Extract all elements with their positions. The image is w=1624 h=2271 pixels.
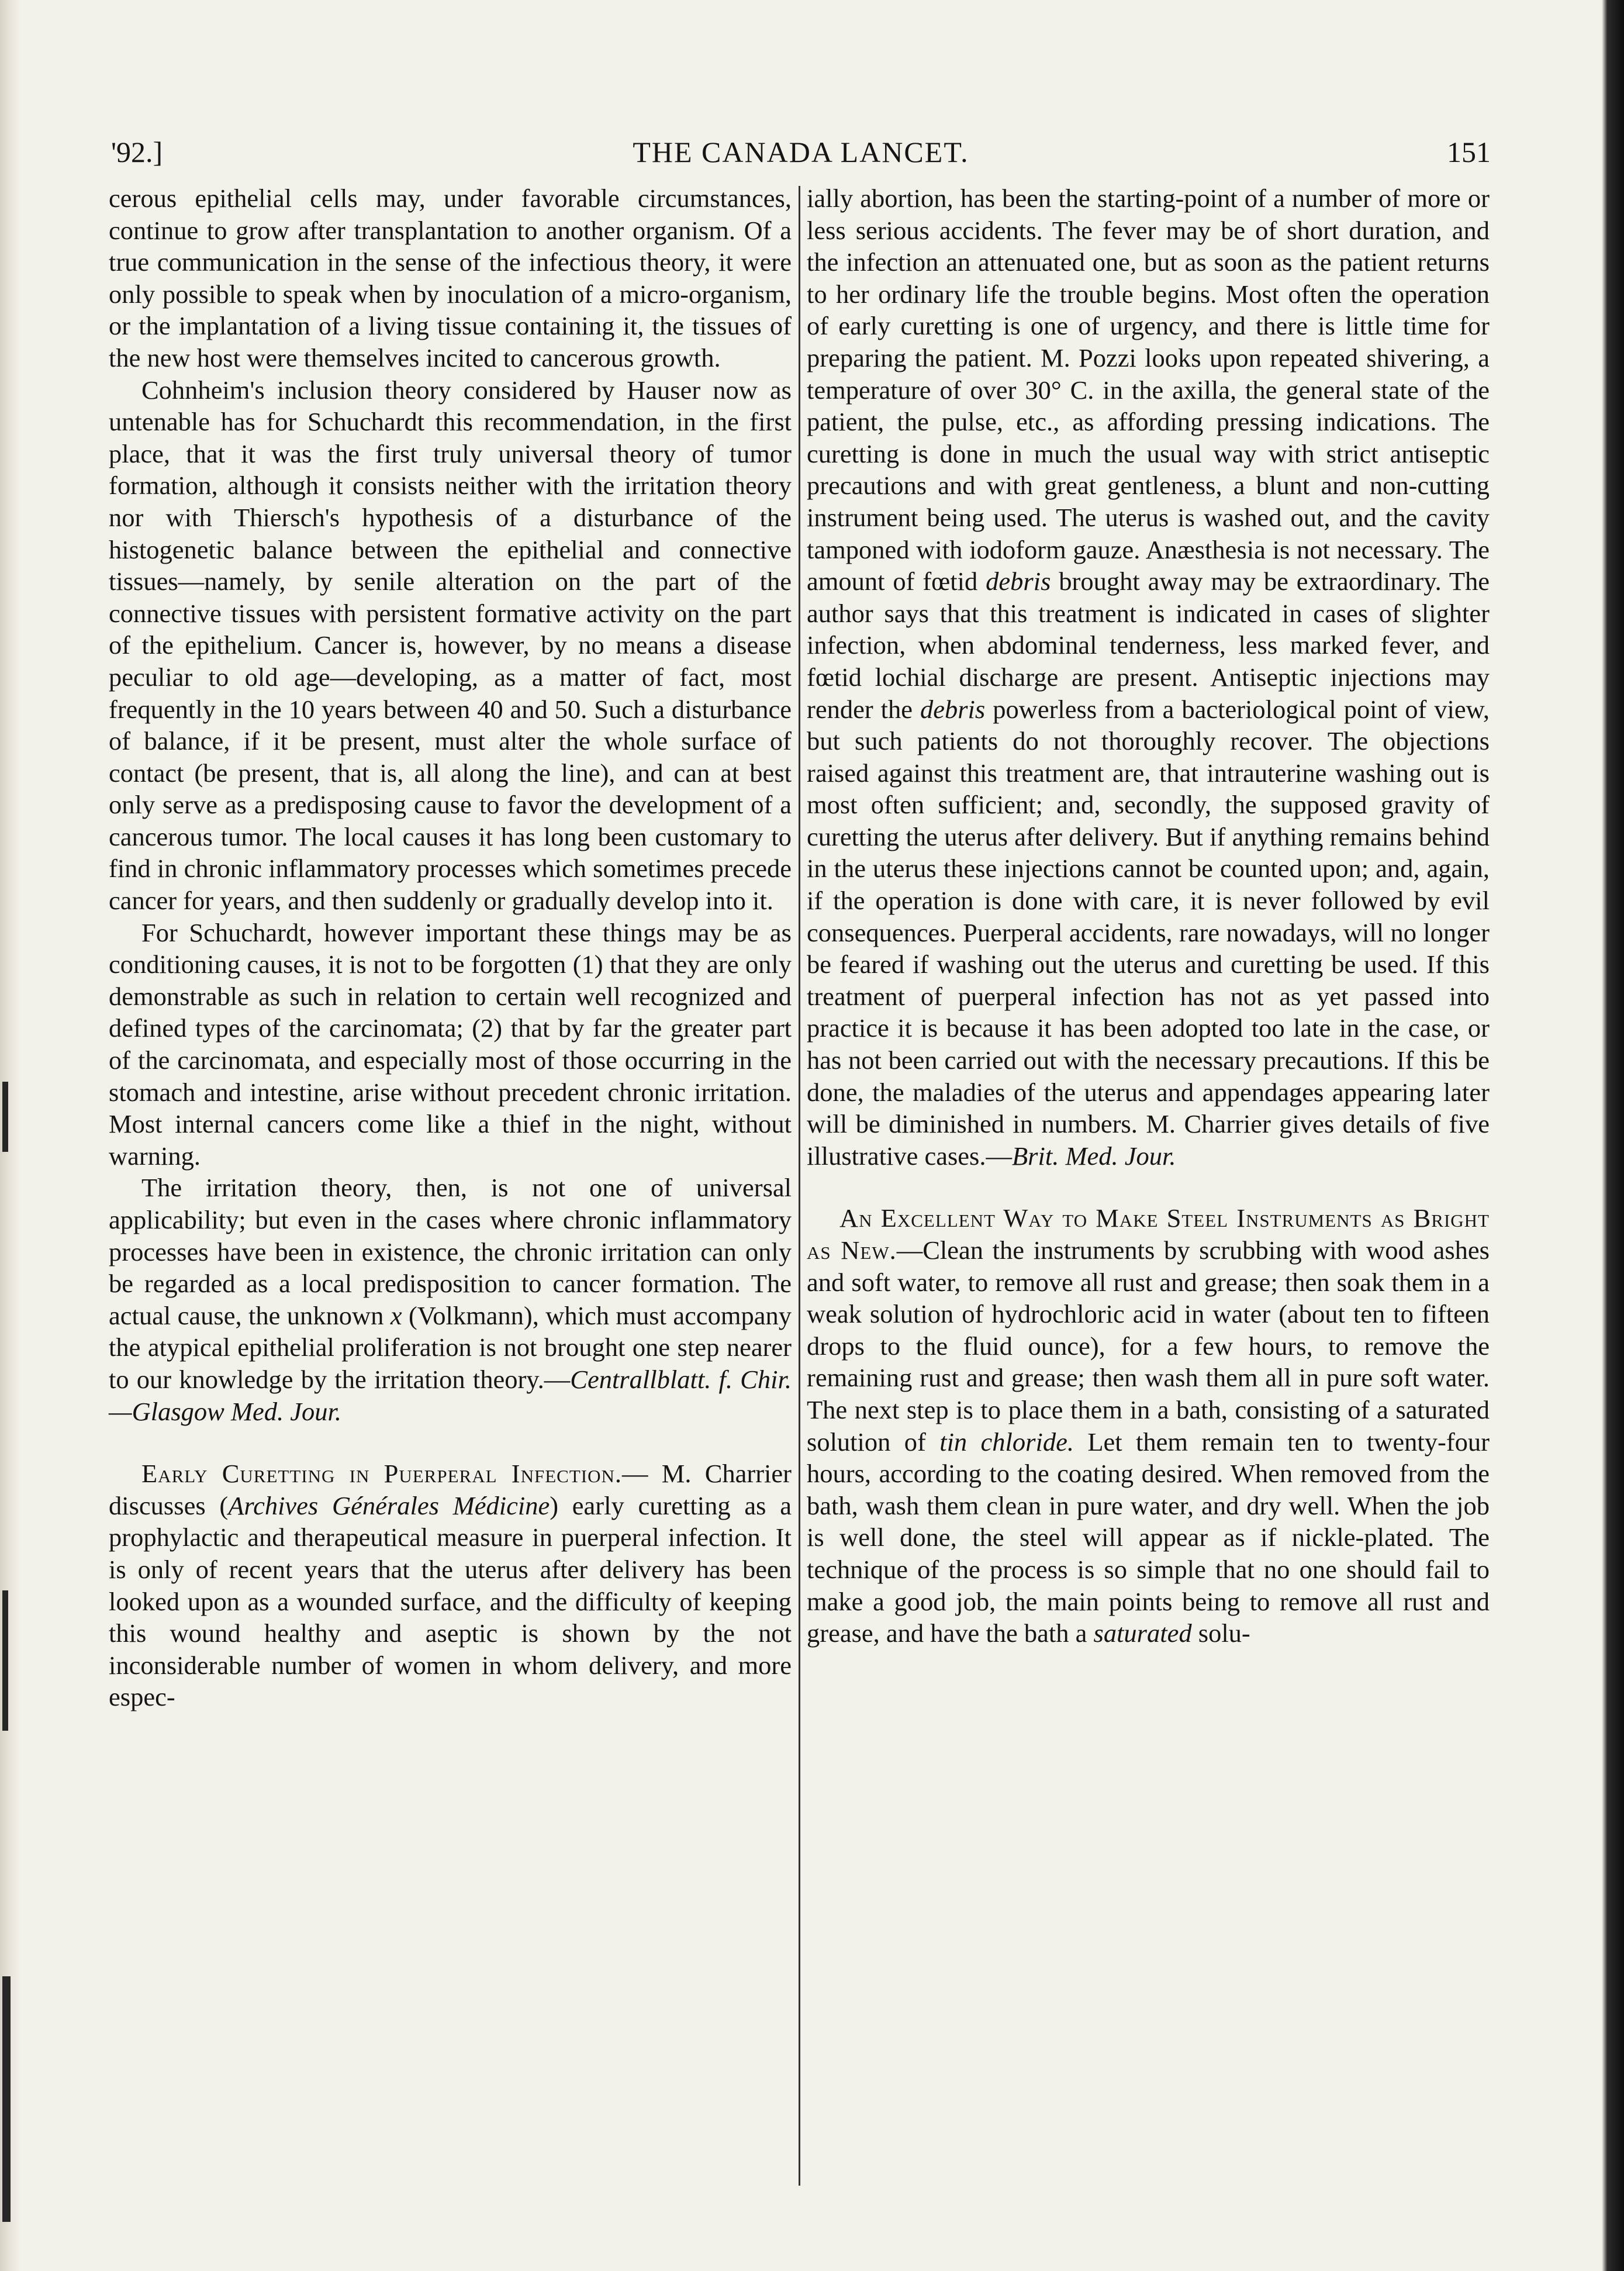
column-divider bbox=[799, 186, 800, 2186]
citation: Centrallblatt. f. Chir.—Glasgow Med. Jour. bbox=[109, 1364, 792, 1426]
italic-term: debris bbox=[920, 694, 986, 724]
italic-term: tin chloride. bbox=[939, 1427, 1074, 1457]
page-number: 151 bbox=[1447, 136, 1491, 168]
paragraph-text: The irritation theory, then, is not one of universal applicability; but even in the cases where chronic inflammatory processes have been in existence, the chronic irritation can only be regarded as a local predisposition to cancer formation. The actual cause, the unknown bbox=[109, 1173, 792, 1330]
paragraph: For Schuchardt, however important these things may be as conditioning causes, it is not to be forgotten (1) that they are only demonstrable as such in relation to certain well recognized and defined types of the carcinomata; (2) that by far the greater part of the carcinomata, and especially most of those occurring in the stomach and intestine, arise without precedent chronic irritation. Most internal cancers come like a thief in the night, without warning. bbox=[109, 917, 792, 1171]
paragraph bbox=[807, 182, 1490, 1172]
paragraph: Cohnheim's inclusion theory considered by Hauser now as untenable has for Schuchardt this recommendation, in the first place, that it was the first truly universal theory of tumor formation, although it consists neither with the irritation theory nor with Thiersch's hypothesis of a disturbance of the histogenetic balance between the epithelial and connective tissues—namely, by senile alteration on the part of the connective tissues with persistent formative activity on the part of the epithelium. Cancer is, however, by no means a disease peculiar to old age—developing, as a matter of fact, most frequently in the 10 years between 40 and 50. Such a disturbance of balance, if it be present, must alter the whole surface of contact (be present, that is, all along the line), and can at best only serve as a predisposing cause to favor the development of a cancerous tumor. The local causes it has long been customary to find in chronic inflammatory processes which sometimes precede cancer for years, and then suddenly or gradually develop into it. bbox=[109, 375, 792, 916]
journal-title: THE CANADA LANCET. bbox=[633, 136, 969, 168]
paragraph-text: Let them remain ten to twenty-four hours, according to the coating desired. When removed from the bath, wash them clean in pure water, and dry well. When the job is well done, the steel will appear as if nickle-plated. The technique of the process is so simple that no one should fail to make a good job, the main points being to remove all rust and grease, and have the bath a bbox=[807, 1427, 1490, 1648]
article-steel-instruments bbox=[807, 1202, 1490, 1649]
italic-term: saturated bbox=[1093, 1618, 1192, 1648]
variable-x: x bbox=[390, 1300, 402, 1330]
citation: Archives Générales Médicine bbox=[228, 1490, 550, 1520]
section-heading: An Excellent Way to Make Steel Instruments as Bright as New. bbox=[807, 1203, 1490, 1265]
paragraph-text: ) early curetting as a prophylactic and therapeutical measure in puerperal infection. It is only of recent years that the uterus after delivery has been looked upon as a wounded surface, and the difficulty of keeping this wound healthy and aseptic is shown by the not inconsiderable number of women in whom delivery, and more espec- bbox=[109, 1490, 792, 1712]
scan-mark bbox=[2, 1082, 8, 1152]
article-early-curetting bbox=[109, 1458, 792, 1713]
paragraph-text: powerless from a bacteriological point of view, but such patients do not thoroughly recover. The objections raised against this treatment are, that intrauterine washing out is most often sufficient; and, secondly, the supposed gravity of curetting the uterus after delivery. But if anything remains behind in the uterus these injections cannot be counted upon; and, again, if the operation is done with care, it is never followed by evil consequences. Puerperal accidents, rare nowadays, will no longer be feared if washing out the uterus and curetting be used. If this treatment of puerperal infection has not as yet passed into practice it is because it has been adopted too late in the case, or has not been carried out with the necessary precautions. If this be done, the maladies of the uterus and appendages appearing later will be diminished in numbers. M. Charrier gives details of five illustrative cases.— bbox=[807, 694, 1490, 1171]
paragraph: cerous epithelial cells may, under favorable circumstances, continue to grow after transplantation to another organism. Of a true communication in the sense of the infectious theory, it were only possible to speak when by inoculation of a micro-organism, or the implantation of a living tissue containing it, the tissues of the new host were themselves incited to cancerous growth. bbox=[109, 184, 792, 372]
italic-term: debris bbox=[986, 567, 1051, 596]
paragraph-text: —Clean the instruments by scrubbing with wood ashes and soft water, to remove all rust and grease; then soak them in a weak solution of hydrochloric acid in water (about ten to fifteen drops to the fluid ounce), for a few hours, to remove the remaining rust and grease; then wash them all in pure soft water. The next step is to place them in a bath, consisting of a saturated solution of bbox=[807, 1235, 1490, 1457]
left-column bbox=[109, 182, 792, 1713]
paragraph-text: — M. Charrier discusses ( bbox=[109, 1459, 792, 1520]
scan-mark bbox=[2, 1976, 11, 2222]
citation: Brit. Med. Jour. bbox=[1011, 1141, 1176, 1171]
paragraph-text: solu- bbox=[1198, 1618, 1250, 1648]
year-marker: '92.] bbox=[111, 136, 163, 168]
paragraph-text: (Volkmann), which must accompany the atypical epithelial proliferation is not brought one step nearer to our knowledge by the irritation theory.— bbox=[109, 1300, 792, 1394]
right-column bbox=[807, 182, 1490, 1649]
paragraph-text: ially abortion, has been the starting-point of a number of more or less serious accidents. The fever may be of short duration, and the infection an attenuated one, but as soon as the patient returns to her ordinary life the trouble begins. Most often the operation of early curetting is one of urgency, and there is little time for preparing the patient. M. Pozzi looks upon repeated shivering, a temperature of over 30° C. in the axilla, the general state of the patient, the pulse, etc., as affording pressing indications. The curetting is done in much the usual way with strict antiseptic precautions and with great gentleness, a blunt and non-cutting instrument being used. The uterus is washed out, and the cavity tamponed with iodoform gauze. Anæsthesia is not necessary. The amount of fœtid bbox=[807, 184, 1490, 596]
paragraph-text: brought away may be extraordinary. The author says that this treatment is indicated in cases of slighter infection, when abdominal tenderness, less marked fever, and fœtid lochial discharge are present. Antiseptic injections may render the bbox=[807, 567, 1490, 724]
scan-edge-right bbox=[1602, 0, 1624, 2271]
running-header bbox=[111, 133, 1491, 174]
paragraph bbox=[109, 1172, 792, 1427]
scan-mark bbox=[2, 1590, 8, 1731]
section-heading: Early Curetting in Puerperal Infection. bbox=[141, 1459, 623, 1489]
